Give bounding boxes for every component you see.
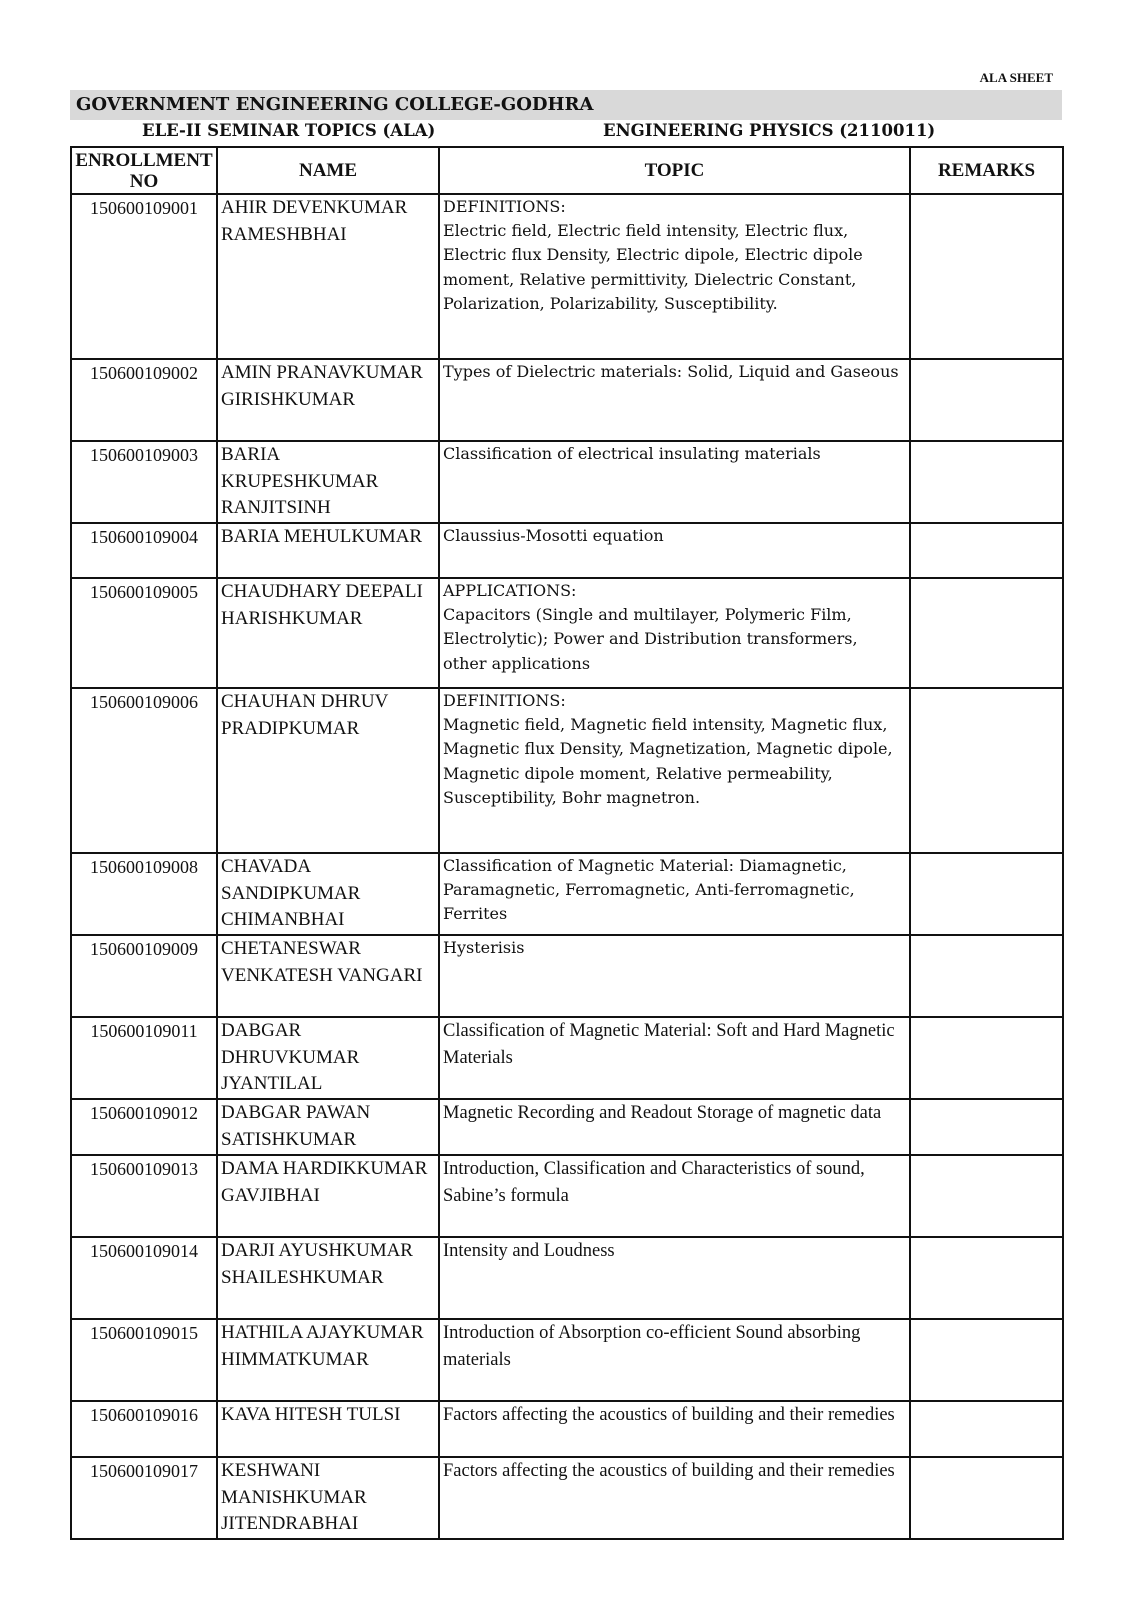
topic-cell [439,1457,910,1539]
topic-cell [439,1401,910,1457]
topic-text: APPLICATIONS: Capacitors (Single and multilayer, Polymeric Film, Electrolytic); Power and Distribution transformers, other applications [443,581,858,673]
enrollment-cell: 150600109003 [71,441,217,523]
name-cell: CHAUDHARY DEEPALI HARISHKUMAR [217,578,439,688]
table-row [71,523,1063,578]
remarks-cell [910,1155,1063,1237]
topics-table [70,146,1064,1540]
remarks-cell [910,1319,1063,1401]
enrollment-cell: 150600109011 [71,1017,217,1099]
name-cell: DAMA HARDIKKUMAR GAVJIBHAI [217,1155,439,1237]
name-cell: CHAVADA SANDIPKUMAR CHIMANBHAI [217,853,439,935]
topic-cell [439,935,910,1017]
enrollment-cell: 150600109005 [71,578,217,688]
name-cell: AHIR DEVENKUMAR RAMESHBHAI [217,194,439,359]
topic-cell [439,853,910,935]
topic-cell [439,441,910,523]
table-row [71,935,1063,1017]
topic-text: Factors affecting the acoustics of building and their remedies [443,1461,895,1481]
topic-text: Hysterisis [443,938,525,957]
remarks-cell [910,441,1063,523]
enrollment-cell: 150600109001 [71,194,217,359]
name-header: NAME [217,147,439,194]
enrollment-cell: 150600109008 [71,853,217,935]
remarks-cell [910,1099,1063,1155]
name-cell: DARJI AYUSHKUMAR SHAILESHKUMAR [217,1237,439,1319]
table-row [71,688,1063,853]
topic-text: Claussius-Mosotti equation [443,526,664,545]
enrollment-cell: 150600109017 [71,1457,217,1539]
table-row [71,1099,1063,1155]
table-row [71,1401,1063,1457]
remarks-header: REMARKS [910,147,1063,194]
seminar-subtitle: ELE-II SEMINAR TOPICS (ALA) [142,121,436,140]
topic-text: Introduction, Classification and Characteristics of sound, Sabine’s formula [443,1159,865,1206]
name-cell: CHAUHAN DHRUV PRADIPKUMAR [217,688,439,853]
topic-cell [439,578,910,688]
name-cell: KAVA HITESH TULSI [217,1401,439,1457]
topic-cell [439,1237,910,1319]
remarks-cell [910,194,1063,359]
enrollment-cell: 150600109006 [71,688,217,853]
table-row [71,359,1063,441]
topic-text: Magnetic Recording and Readout Storage of magnetic data [443,1103,882,1123]
enrollment-header: ENROLLMENT NO [71,147,217,194]
enrollment-cell: 150600109015 [71,1319,217,1401]
enrollment-cell: 150600109002 [71,359,217,441]
remarks-cell [910,688,1063,853]
table-row [71,441,1063,523]
remarks-cell [910,359,1063,441]
enrollment-cell: 150600109013 [71,1155,217,1237]
table-row [71,194,1063,359]
topic-header: TOPIC [439,147,910,194]
name-cell: KESHWANI MANISHKUMAR JITENDRABHAI [217,1457,439,1539]
enrollment-cell: 150600109012 [71,1099,217,1155]
topic-text: Intensity and Loudness [443,1241,615,1261]
enrollment-cell: 150600109009 [71,935,217,1017]
table-row [71,1457,1063,1539]
name-cell: CHETANESWAR VENKATESH VANGARI [217,935,439,1017]
topic-cell [439,1017,910,1099]
remarks-cell [910,578,1063,688]
header-row [71,147,1063,194]
topic-text: DEFINITIONS: Magnetic field, Magnetic field intensity, Magnetic flux, Magnetic flux Density, Magnetization, Magnetic dipole, Magnetic dipole moment, Relative permeability, Susceptibility, Bohr magnetron. [443,691,893,807]
table-row [71,853,1063,935]
name-cell: BARIA KRUPESHKUMAR RANJITSINH [217,441,439,523]
topic-cell [439,523,910,578]
college-title: GOVERNMENT ENGINEERING COLLEGE-GODHRA [70,90,1062,120]
topic-cell [439,1319,910,1401]
remarks-cell [910,523,1063,578]
topic-text: Types of Dielectric materials: Solid, Liquid and Gaseous [443,362,899,381]
table-row [71,1319,1063,1401]
topic-text: Factors affecting the acoustics of building and their remedies [443,1405,895,1425]
name-cell: HATHILA AJAYKUMAR HIMMATKUMAR [217,1319,439,1401]
topic-text: Classification of Magnetic Material: Soft and Hard Magnetic Materials [443,1021,895,1068]
course-subtitle: ENGINEERING PHYSICS (2110011) [603,121,936,140]
topic-text: Classification of Magnetic Material: Diamagnetic, Paramagnetic, Ferromagnetic, Anti-ferromagnetic, Ferrites [443,856,855,924]
table-row [71,1155,1063,1237]
name-cell: DABGAR PAWAN SATISHKUMAR [217,1099,439,1155]
name-cell: BARIA MEHULKUMAR [217,523,439,578]
sheet-label: ALA SHEET [979,70,1053,85]
topic-text: Introduction of Absorption co-efficient Sound absorbing materials [443,1323,861,1370]
remarks-cell [910,1401,1063,1457]
topic-cell [439,194,910,359]
remarks-cell [910,853,1063,935]
remarks-cell [910,1457,1063,1539]
remarks-cell [910,935,1063,1017]
topic-cell [439,688,910,853]
name-cell: AMIN PRANAVKUMAR GIRISHKUMAR [217,359,439,441]
topic-cell [439,359,910,441]
enrollment-cell: 150600109004 [71,523,217,578]
name-cell: DABGAR DHRUVKUMAR JYANTILAL [217,1017,439,1099]
enrollment-cell: 150600109014 [71,1237,217,1319]
table-row [71,578,1063,688]
table-row [71,1017,1063,1099]
enrollment-cell: 150600109016 [71,1401,217,1457]
topic-text: Classification of electrical insulating materials [443,444,821,463]
remarks-cell [910,1237,1063,1319]
remarks-cell [910,1017,1063,1099]
topic-cell [439,1155,910,1237]
table-row [71,1237,1063,1319]
topic-cell [439,1099,910,1155]
topic-text: DEFINITIONS: Electric field, Electric field intensity, Electric flux, Electric flux Density, Electric dipole, Electric dipole moment, Relative permittivity, Dielectric Constant, Polarization, Polarizability, Susceptibility. [443,197,863,313]
